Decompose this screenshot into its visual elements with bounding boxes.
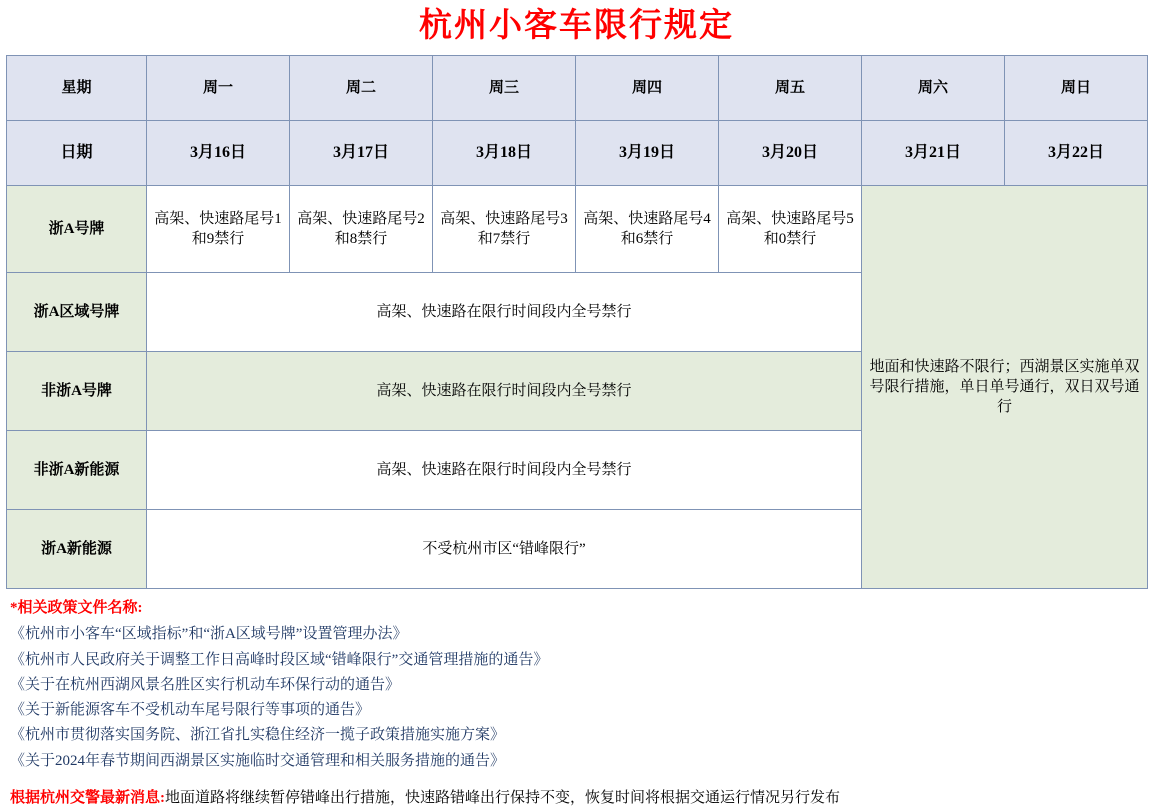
table-row-zhea-plate [7,186,1148,273]
row-label-non-zhea-plate: 非浙A号牌 [7,352,147,431]
header-cell-day-sat: 周六 [862,56,1005,121]
date-cell-sun: 3月22日 [1005,121,1148,186]
cell-zhea-tue: 高架、快速路尾号2和8禁行 [290,186,433,273]
latest-announcement-text: 地面道路将继续暂停错峰出行措施，快速路错峰出行保持不变，恢复时间将根据交通运行情况另行发布 [165,789,841,806]
row-label-non-zhea-nev: 非浙A新能源 [7,431,147,510]
list-item: 《关于新能源客车不受机动车尾号限行等事项的通告》 [10,702,371,718]
row-label-zhea-plate: 浙A号牌 [7,186,147,273]
latest-announcement [10,786,1147,807]
list-item: 《杭州市人民政府关于调整工作日高峰时段区域“错峰限行”交通管理措施的通告》 [10,651,549,668]
cell-zhea-nev-all: 不受杭州市区“错峰限行” [147,510,862,589]
cell-zhea-mon: 高架、快速路尾号1和9禁行 [147,186,290,273]
cell-zhea-region-all: 高架、快速路在限行时间段内全号禁行 [147,273,862,352]
cell-non-zhea-nev-all: 高架、快速路在限行时间段内全号禁行 [147,431,862,510]
restriction-table [6,55,1148,589]
header-cell-day-tue: 周二 [290,56,433,121]
date-cell-wed: 3月18日 [433,121,576,186]
header-cell-day-thu: 周四 [576,56,719,121]
policy-notes-list [10,622,1147,774]
header-cell-day-sun: 周日 [1005,56,1148,121]
cell-zhea-wed: 高架、快速路尾号3和7禁行 [433,186,576,273]
header-cell-day-wed: 周三 [433,56,576,121]
policy-notes [10,597,1147,774]
date-cell-mon: 3月16日 [147,121,290,186]
header-cell-weekday-label: 星期 [7,56,147,121]
table-row-weekday-header [7,56,1148,121]
list-item: 《关于2024年春节期间西湖景区实施临时交通管理和相关服务措施的通告》 [10,752,506,769]
page-title: 杭州小客车限行规定 [419,8,734,44]
cell-zhea-thu: 高架、快速路尾号4和6禁行 [576,186,719,273]
list-item: 《杭州市贯彻落实国务院、浙江省扎实稳住经济一揽子政策措施实施方案》 [10,727,506,744]
date-cell-fri: 3月20日 [719,121,862,186]
cell-zhea-fri: 高架、快速路尾号5和0禁行 [719,186,862,273]
cell-weekend-note: 地面和快速路不限行；西湖景区实施单双号限行措施，单日单号通行，双日双号通行 [862,186,1148,589]
policy-notes-title: *相关政策文件名称: [10,600,143,616]
date-cell-thu: 3月19日 [576,121,719,186]
date-cell-tue: 3月17日 [290,121,433,186]
header-cell-date-label: 日期 [7,121,147,186]
header-cell-day-fri: 周五 [719,56,862,121]
cell-non-zhea-all: 高架、快速路在限行时间段内全号禁行 [147,352,862,431]
table-row-date [7,121,1148,186]
row-label-zhea-nev: 浙A新能源 [7,510,147,589]
date-cell-sat: 3月21日 [862,121,1005,186]
latest-announcement-label: 根据杭州交警最新消息: [10,789,165,806]
row-label-zhea-region-plate: 浙A区域号牌 [7,273,147,352]
header-cell-day-mon: 周一 [147,56,290,121]
list-item: 《关于在杭州西湖风景名胜区实行机动车环保行动的通告》 [10,676,401,693]
list-item: 《杭州市小客车“区域指标”和“浙A区域号牌”设置管理办法》 [10,626,408,643]
